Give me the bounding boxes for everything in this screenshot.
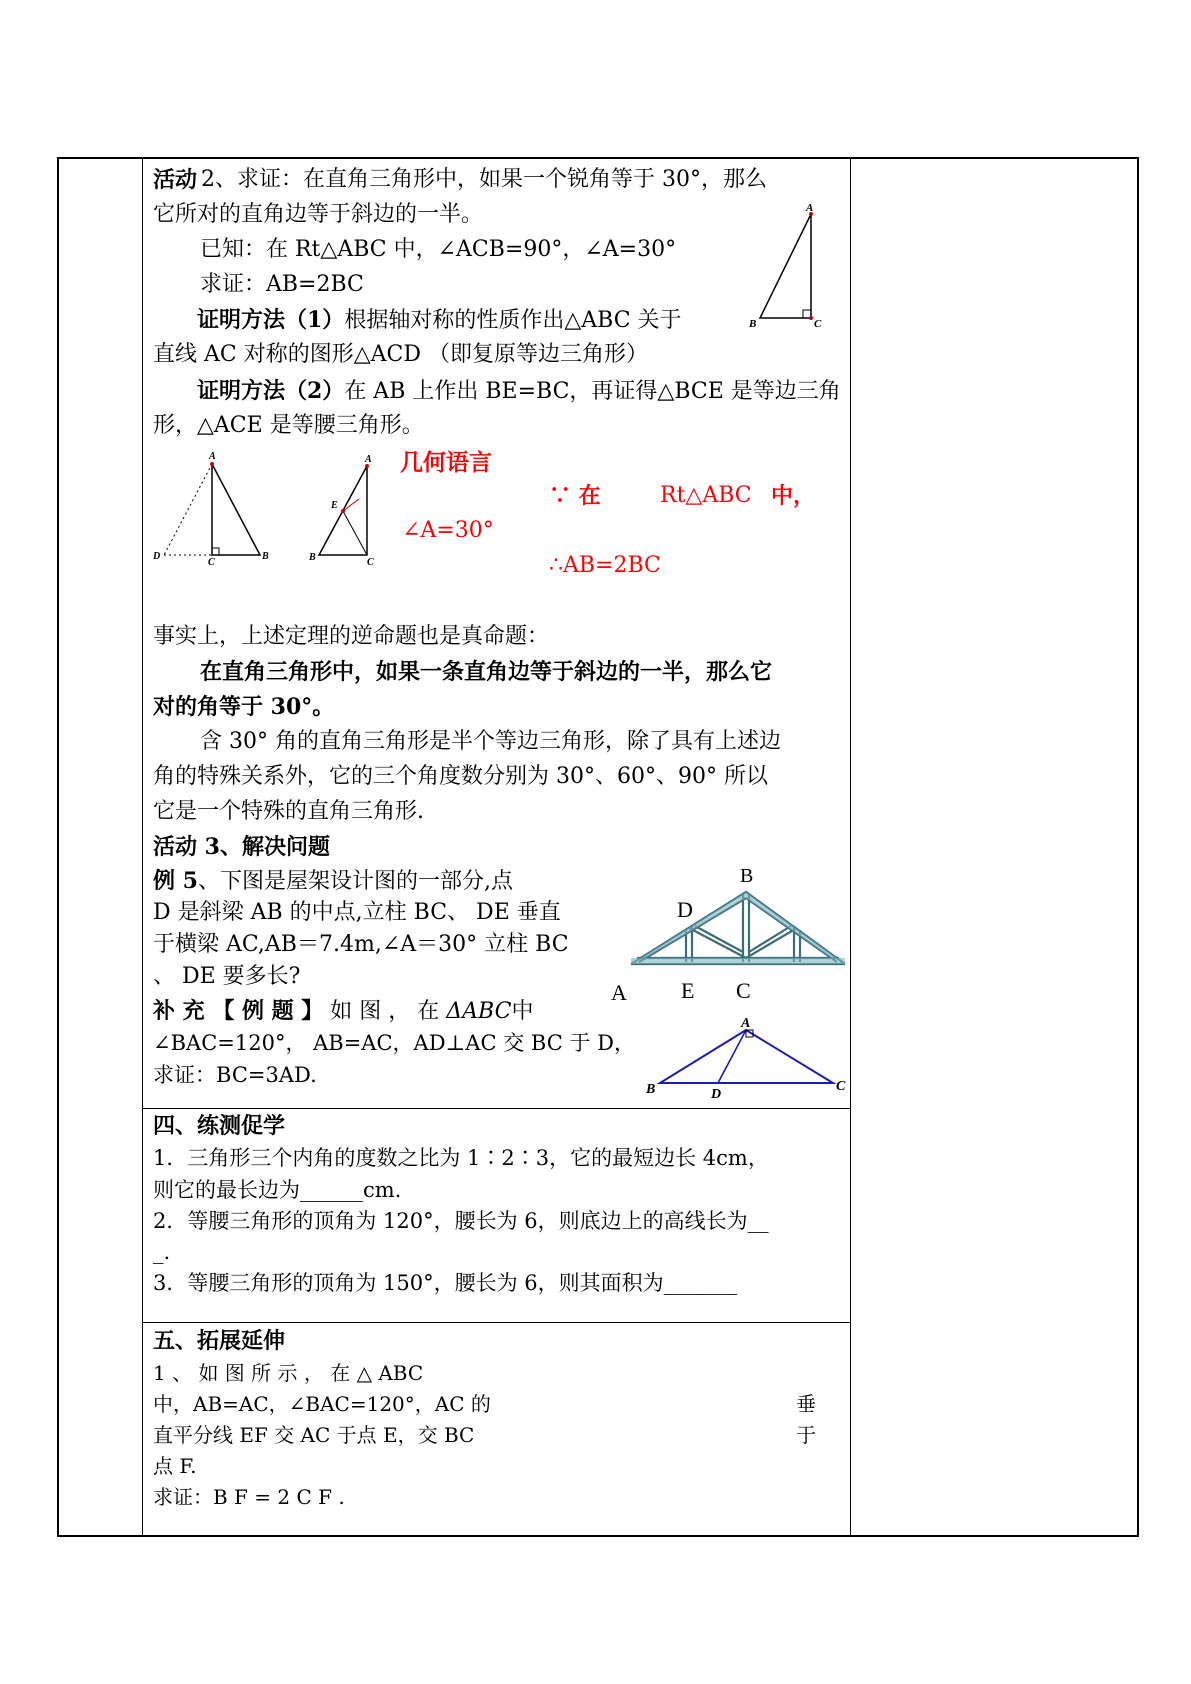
converse-bold-2: 对的角等于 30°。 [153,694,335,720]
section5-title: 五、拓展延伸 [153,1328,286,1354]
roof-label-c: C [736,978,751,1003]
activity3-title: 活动 3、解决问题 [153,834,330,860]
section4-q2-line1: 2．等腰三角形的顶角为 120°，腰长为 6，则底边上的高线长为__ [153,1209,769,1233]
column-divider-right [850,159,851,1535]
activity2-line1: 2、求证：在直角三角形中，如果一个锐角等于 30°，那么 [201,167,767,192]
fig1-label-a: A [806,202,814,214]
figure-right-triangle [738,202,838,332]
converse-bold-1: 在直角三角形中，如果一条直角边等于斜边的一半，那么它 [200,659,773,685]
section5-line3-right: 于 [796,1423,816,1447]
example5-label: 例 5 [153,868,198,894]
section4-q1-line1: 1．三角形三个内角的度数之比为 1∶2∶3，它的最短边长 4cm， [153,1146,769,1170]
converse-para-2: 角的特殊关系外，它的三个角度数分别为 30°、60°、90° 所以 [153,764,768,789]
row-divider-2 [143,1322,851,1323]
prove-statement: 求证：AB=2BC [200,272,364,297]
supplement-zhong: 中 [511,999,534,1024]
example5-line1 [153,866,513,897]
fig3-label-b: B [309,552,316,563]
fig1-label-c: C [814,318,822,330]
fig2-label-a: A [209,451,216,462]
fig3-label-a: A [365,454,372,465]
fig3-label-c: C [367,557,374,568]
example5-line4: 、 DE 要多长? [153,964,301,989]
method1-text: 根据轴对称的性质作出△ABC 关于 [344,308,682,333]
fig2-label-c: C [208,557,215,568]
fig4-label-b: B [646,1082,656,1097]
figure-isosceles-triangle [637,1010,852,1102]
fig4-label-c: C [836,1079,846,1094]
method1-label: 证明方法（1） [197,307,345,333]
converse-para-3: 它是一个特殊的直角三角形. [153,799,424,824]
example5-text: 、下图是屋架设计图的一部分,点 [197,869,513,894]
activity2-line2: 它所对的直角边等于斜边的一半。 [153,202,484,227]
roof-label-d: D [677,897,693,922]
supplement-line3: 求证：BC=3AD. [153,1063,317,1087]
section5-line4: 点 F. [153,1454,197,1478]
supplement-label: 补 充 【 例 题 】 [153,998,324,1024]
fig2-label-d: D [153,551,161,562]
section4-q2-line2: _. [153,1240,171,1264]
roof-label-a: A [611,980,627,1005]
method2-text: 在 AB 上作出 BE=BC，再证得△BCE 是等边三角 [344,379,841,404]
supplement-line1 [153,996,533,1027]
section5-line2-right: 垂 [796,1392,816,1416]
figure-reflection [150,447,280,568]
fig2-label-b: B [262,551,269,562]
given-statement: 已知：在 Rt△ABC 中，∠ACB=90°，∠A=30° [200,237,677,262]
geo-middle: 中， [771,483,816,509]
method2 [197,376,841,407]
section5-line1: 1 、 如 图 所 示 ， 在 △ ABC [153,1361,424,1385]
method1 [197,305,682,336]
geo-language-title: 几何语言 [400,449,492,475]
roof-label-b: B [740,865,754,887]
example5-line2: D 是斜梁 AB 的中点,立柱 BC、 DE 垂直 [153,900,561,925]
method2-line2: 形，△ACE 是等腰三角形。 [153,413,424,438]
row-divider-1 [143,1108,851,1109]
example5-line3: 于横梁 AC,AB＝7.4m,∠A＝30° 立柱 BC [153,932,569,957]
supplement-text: 如 图 ， 在 [330,999,440,1024]
geo-angle: ∠A=30° [402,518,494,543]
converse-intro: 事实上，上述定理的逆命题也是真命题： [153,624,550,649]
method1-line2: 直线 AC 对称的图形△ACD （即复原等边三角形） [153,342,648,367]
figure-point-e [305,453,395,568]
geo-since: ∵ 在 [549,483,601,509]
section5-line5: 求证：B F = 2 C F . [153,1485,345,1509]
fig4-label-d: D [711,1087,722,1102]
geo-therefore: ∴AB=2BC [549,553,661,578]
supplement-triangle: ΔABC [446,999,512,1024]
column-divider-left [142,159,143,1535]
section4-title: 四、练测促学 [153,1113,286,1139]
section4-q1-line2: 则它的最长边为______cm. [153,1178,402,1202]
fig4-label-a: A [741,1016,751,1031]
figure-roof-truss [603,862,853,1010]
method2-label: 证明方法（2） [197,378,345,404]
geo-rt-abc: Rt△ABC [660,483,752,508]
activity2-label: 活动 [153,167,198,193]
section4-q3: 3．等腰三角形的顶角为 150°，腰长为 6，则其面积为_______ [153,1271,738,1295]
supplement-line2: ∠BAC=120°， AB=AC，AD⊥AC 交 BC 于 D， [153,1031,635,1055]
fig3-label-e: E [331,500,338,511]
converse-para-1: 含 30° 角的直角三角形是半个等边三角形，除了具有上述边 [200,729,781,754]
fig1-label-b: B [749,318,757,330]
section5-line2: 中，AB=AC，∠BAC=120°，AC 的 [153,1392,491,1416]
roof-label-e: E [681,978,695,1003]
section5-line3: 直平分线 EF 交 AC 于点 E，交 BC [153,1423,475,1447]
